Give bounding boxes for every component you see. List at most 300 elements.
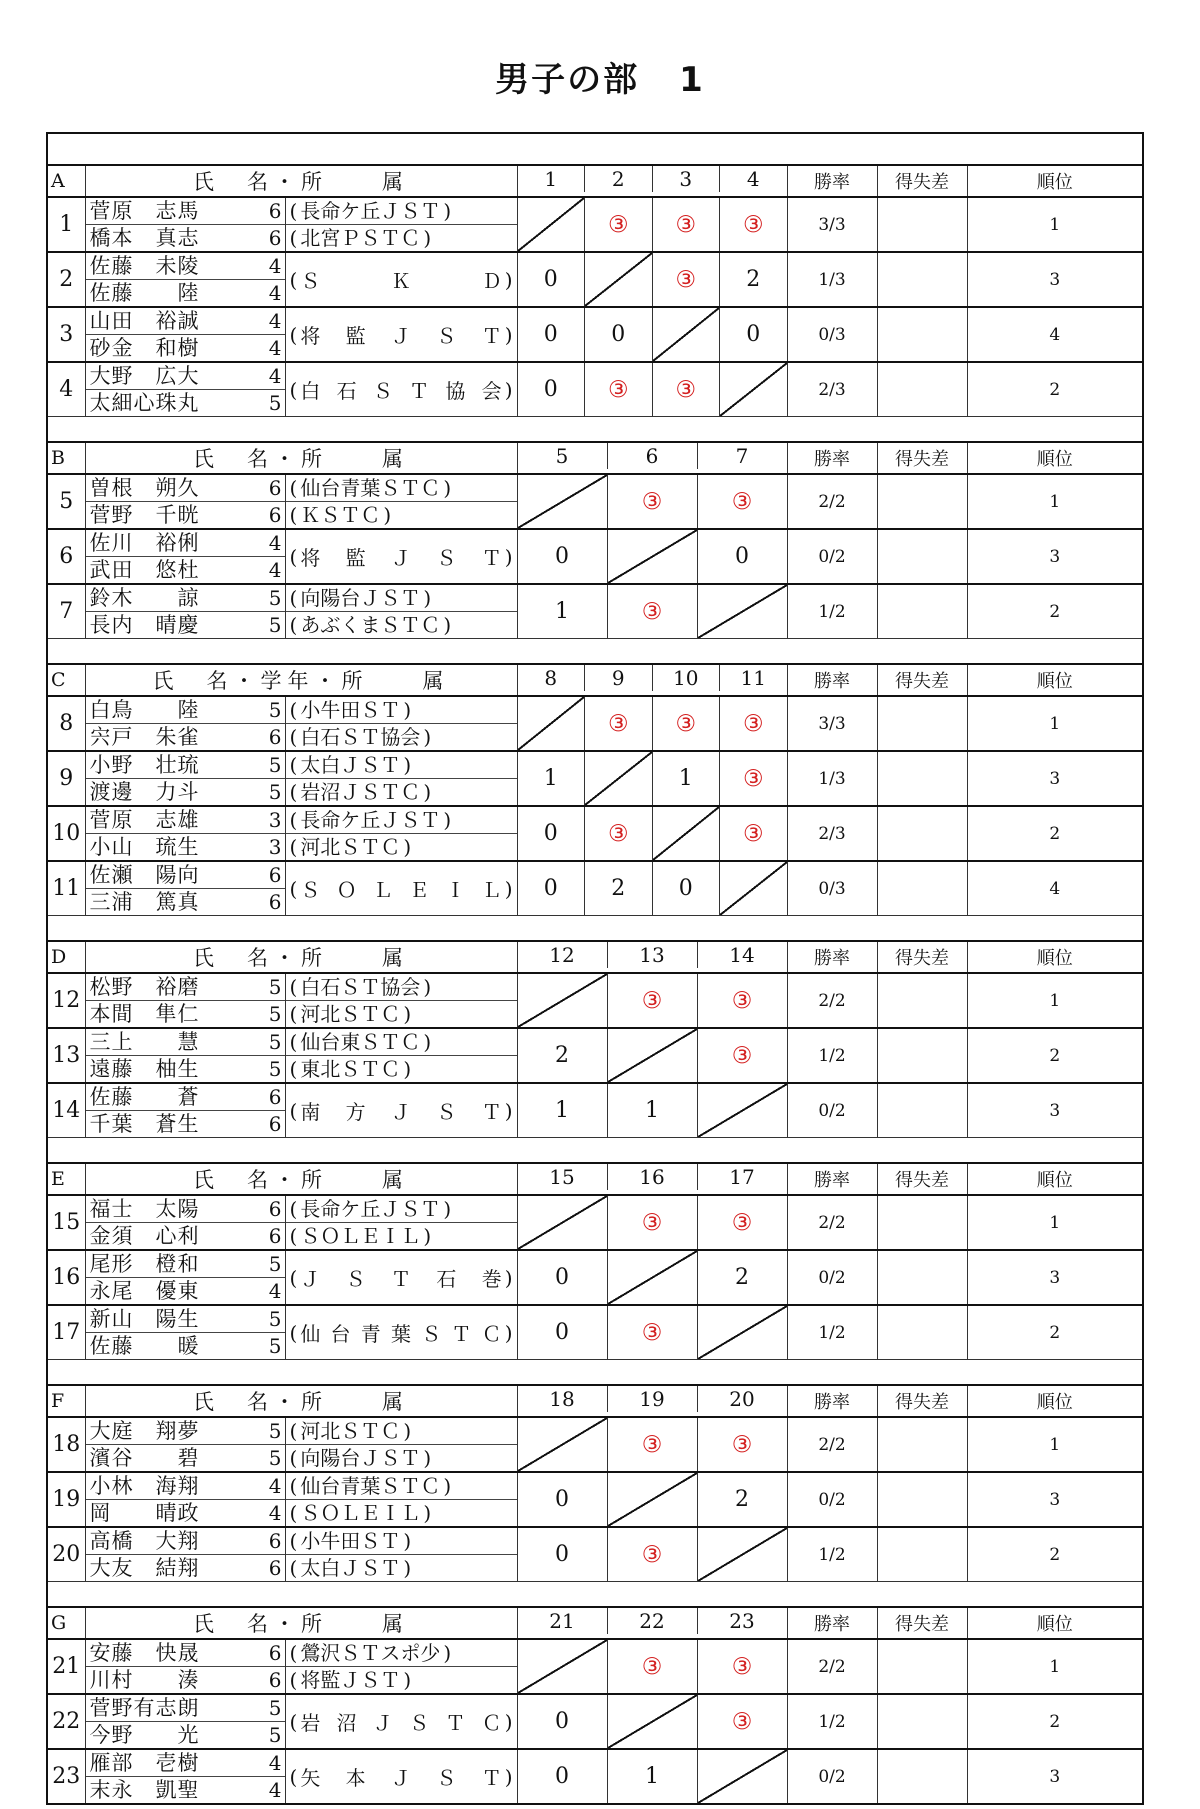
player-names [85,1083,285,1138]
affiliation-line-2 [286,224,517,251]
player-name: 白鳥 陸 [89,697,200,722]
player-2 [86,611,285,638]
player-row [47,861,1143,916]
affiliation-char: Ｓ [380,476,401,500]
win-mark: ③ [641,1541,663,1568]
affiliation-char: 台 [320,1030,341,1054]
affiliation-char: Ｓ [360,1529,381,1553]
affiliation-text [297,265,504,294]
affiliation-char: Ｔ [360,1641,381,1665]
paren-close: ) [504,1764,513,1789]
paren-close: ) [423,975,432,999]
win-mark: ③ [742,820,764,847]
affiliation-char: 河 [300,1419,321,1443]
score: 0 [543,267,558,292]
affiliation-char: 白 [300,725,321,749]
self-match-cell [518,1640,607,1693]
affiliation-char: Ｄ [481,269,502,293]
rank: 1 [967,1417,1143,1472]
player-names [85,307,285,362]
affiliation-2 [286,1001,416,1027]
score: 0 [555,1487,569,1512]
player-grade: 6 [268,503,283,527]
affiliation-char: 将 [300,546,321,570]
player-row [47,529,1143,584]
affiliation-text [297,505,383,525]
name-pair [86,198,285,251]
results-strip [518,1306,787,1359]
results-strip [518,1251,787,1304]
affiliation-text [297,1059,403,1079]
player-name: 今野 光 [89,1722,200,1747]
match-number: 13 [607,942,697,968]
affiliation-char: Ｔ [451,1322,472,1346]
player-name: 佐藤 暖 [89,1333,200,1358]
win-rate-header: 勝率 [787,1607,877,1639]
result-cell [697,1695,787,1748]
match-number: 23 [697,1608,787,1634]
player-names [85,1527,285,1582]
result-cell [518,530,607,583]
match-number: 1 [544,167,558,191]
win-mark: ③ [641,987,663,1014]
player-grade: 5 [268,1057,283,1081]
result-cell [607,1640,697,1693]
player-name: 渡邊 力斗 [89,779,200,804]
match-results [517,1195,787,1250]
player-row [47,584,1143,639]
player-name: 遠藤 柚生 [89,1056,200,1081]
player-1 [86,1251,285,1277]
match-results [517,1639,787,1694]
separator-cell [47,417,1143,443]
rank: 2 [967,362,1143,417]
entry-number: 13 [47,1028,85,1083]
player-grade: 5 [268,1002,283,1026]
win-rate: 0/2 [787,1250,877,1305]
affiliation-text [297,228,423,248]
player-row [47,362,1143,417]
name-pair [86,1750,285,1803]
affiliation [285,362,517,417]
player-row [47,197,1143,252]
results-strip [518,530,787,583]
affiliation-char: 青 [340,476,361,500]
affiliation-text [297,1558,403,1578]
win-mark: ③ [607,710,629,737]
affiliation-char: 葉 [390,1322,411,1346]
affiliation-char: Ｔ [400,1474,421,1498]
paren-open: ( [289,1197,298,1221]
affiliation-pair [286,1528,517,1581]
separator-cell [47,1360,1143,1386]
win-mark: ③ [675,211,697,238]
player-names [85,1694,285,1749]
match-number: 8 [544,666,558,690]
match-number: 15 [549,1165,575,1189]
paren-open: ( [289,835,298,859]
group-label: F [47,1385,85,1417]
player-names [85,1028,285,1083]
affiliation-char: Ｃ [481,1322,502,1346]
result-cell [584,862,652,915]
affiliation-char: 牛 [320,698,341,722]
entry-number: 11 [47,861,85,916]
affiliation-char: Ｔ [360,975,381,999]
results-strip [518,752,787,805]
player-grade: 6 [268,1641,283,1665]
self-match-cell [652,308,720,361]
affiliation-char: 仙 [300,1474,321,1498]
affiliation-1 [286,752,416,778]
match-results [517,751,787,806]
player-grade: 3 [268,835,283,859]
rank: 1 [967,1639,1143,1694]
win-rate: 0/3 [787,861,877,916]
affiliation-char: Ｊ [391,1100,411,1124]
result-cell [518,752,585,805]
win-rate: 0/2 [787,1083,877,1138]
affiliation-char: Ｔ [420,808,441,832]
match-number: 3 [652,166,720,192]
paren-open: ( [289,476,298,500]
player-name: 鈴木 諒 [89,585,200,610]
group-label: B [47,442,85,474]
player-grade: 6 [268,199,283,223]
affiliation-pair [286,475,517,528]
self-match-cell [518,974,607,1027]
player-name: 安藤 快晟 [89,1640,200,1665]
affiliation-char: Ｓ [300,1501,321,1525]
paren-open: ( [289,503,298,527]
name-pair [86,1251,285,1304]
match-results [517,973,787,1028]
player-name: 松野 裕磨 [89,974,200,999]
match-number: 4 [719,166,787,192]
affiliation-char: Ｅ [360,1501,381,1525]
player-name: 永尾 優東 [89,1278,200,1303]
affiliation [285,1250,517,1305]
player-1 [86,1528,285,1554]
match-results [517,1305,787,1360]
player-name: 高橋 大翔 [89,1528,200,1553]
paren-open: ( [289,1057,298,1081]
paren-open: ( [289,780,298,804]
affiliation-char: Ｋ [300,503,321,527]
results-strip [518,363,787,416]
entry-number: 12 [47,973,85,1028]
affiliation-char: Ｊ [391,324,411,348]
affiliation-char: Ｔ [380,753,401,777]
player-2 [86,389,285,416]
affiliation-char: Ｔ [380,226,401,250]
affiliation-char: 葉 [360,1474,381,1498]
win-mark: ③ [731,1042,753,1069]
player-row [47,1639,1143,1694]
affiliation-single [286,1306,517,1359]
paren-close: ) [383,503,392,527]
affiliation-2 [286,1445,436,1471]
affiliation-char: Ｔ [481,1100,502,1124]
paren-open: ( [289,876,298,901]
point-diff [877,973,967,1028]
affiliation-char: 北 [320,1002,341,1026]
score: 0 [735,544,749,569]
match-results [517,307,787,362]
match-number: 9 [584,665,652,691]
rank: 3 [967,1083,1143,1138]
result-cell [719,697,787,750]
name-pair [86,1473,285,1526]
group-separator [47,417,1143,443]
result-cell [697,475,787,528]
match-results [517,1749,787,1804]
paren-close: ) [504,876,513,901]
affiliation-char: Ｓ [380,1446,401,1470]
affiliation-char: Ｌ [340,1224,361,1248]
player-grade: 5 [268,1419,283,1443]
affiliation-char: 矢 [300,1766,321,1790]
self-match-cell [719,363,787,416]
score: 0 [543,821,558,846]
win-mark: ③ [731,1653,753,1680]
score: 2 [735,1265,749,1290]
affiliation-line-1 [286,1196,517,1222]
rank: 2 [967,806,1143,861]
affiliation-char: Ｃ [481,1711,502,1735]
affiliation-char: Ｓ [436,1766,457,1790]
affiliation-2 [286,834,416,860]
point-diff-header: 得失差 [877,442,967,474]
player-grade: 5 [268,586,283,610]
affiliation-char: Ｓ [372,379,393,403]
win-mark: ③ [641,1209,663,1236]
match-number: 19 [607,1386,697,1412]
player-row [47,1527,1143,1582]
result-cell [719,807,787,860]
affiliation-text [297,755,403,775]
affiliation-char: Ｓ [380,586,401,610]
name-header: 氏 名・学年・所 属 [85,664,517,696]
match-results [517,529,787,584]
affiliation-char: Ｊ [340,780,361,804]
win-rate: 2/3 [787,806,877,861]
win-rate: 2/3 [787,362,877,417]
player-name: 小林 海翔 [89,1473,200,1498]
score: 2 [746,267,761,292]
win-rate: 1/2 [787,1527,877,1582]
affiliation-line-2 [286,1222,517,1249]
player-grade: 4 [268,531,283,555]
affiliation-char: 青 [360,1322,381,1346]
affiliation-char: Ｓ [340,1002,361,1026]
paren-open: ( [289,544,298,569]
win-mark: ③ [641,1319,663,1346]
paren-close: ) [504,1265,513,1290]
affiliation-char: 北 [320,1419,341,1443]
win-rate-header: 勝率 [787,165,877,197]
result-cell [719,198,787,251]
affiliation-char: 長 [300,808,321,832]
group-label: A [47,165,85,197]
affiliation-char: Ｏ [320,1501,341,1525]
affiliation-char: Ｃ [420,476,441,500]
player-name: 千葉 蒼生 [89,1111,200,1136]
paren-open: ( [289,1709,298,1734]
match-number: 17 [697,1164,787,1190]
affiliation-1 [286,1473,456,1499]
affiliation-char: 河 [300,1002,321,1026]
result-cell [518,1251,607,1304]
self-match-cell [697,585,787,638]
group-separator [47,1138,1143,1164]
match-number: 11 [719,665,787,691]
paren-open: ( [289,1002,298,1026]
result-cell [607,585,697,638]
affiliation-char: Ｉ [445,878,466,902]
match-number-header [517,442,787,474]
affiliation-1 [286,1418,416,1444]
player-2 [86,1554,285,1581]
player-grade: 6 [268,1556,283,1580]
affiliation-line-2 [286,833,517,860]
results-strip [518,807,787,860]
player-grade: 6 [268,890,283,914]
affiliation-char: 台 [320,1474,341,1498]
paren-close: ) [504,267,513,292]
player-1 [86,1750,285,1776]
affiliation-char: 岩 [300,780,321,804]
win-rate: 2/2 [787,1417,877,1472]
score: 1 [645,1764,659,1789]
paren-close: ) [403,1556,412,1580]
page-title [0,52,1200,101]
result-cell [652,363,720,416]
match-results [517,1527,787,1582]
separator-cell [47,916,1143,942]
affiliation-char: Ｃ [380,1057,401,1081]
name-pair [86,363,285,416]
player-1 [86,752,285,778]
match-number-strip [518,942,787,972]
affiliation-char: Ｏ [336,878,357,902]
affiliation-char: 太 [300,753,321,777]
player-grade: 4 [268,364,283,388]
affiliation-char: Ｓ [360,1030,381,1054]
affiliation-line-1 [286,198,517,224]
player-name: 太細心珠丸 [89,390,200,415]
paren-open: ( [289,1764,298,1789]
entry-number: 5 [47,474,85,529]
affiliation-char: 将 [300,1668,321,1692]
affiliation-char: Ｔ [360,835,381,859]
match-results [517,1472,787,1527]
affiliation-char: Ｔ [400,586,421,610]
affiliation-1 [286,1640,456,1666]
player-grade: 4 [268,1474,283,1498]
affiliation-char: ケ [340,1197,361,1221]
paren-open: ( [289,1419,298,1443]
affiliation-line-2 [286,1499,517,1526]
affiliation-char: Ｊ [340,1668,361,1692]
score: 0 [555,544,569,569]
self-match-cell [697,1750,787,1803]
name-header: 氏 名・所 属 [85,442,517,474]
match-number: 21 [549,1609,575,1633]
self-match-cell [607,530,697,583]
win-rate-header: 勝率 [787,1385,877,1417]
affiliation [285,307,517,362]
match-results [517,362,787,417]
player-row [47,751,1143,806]
player-name: 佐瀬 陽向 [89,862,200,887]
name-pair [86,1029,285,1082]
win-rate: 1/3 [787,751,877,806]
score: 1 [555,599,569,624]
affiliation-text [297,375,504,404]
self-match-cell [607,1251,697,1304]
affiliation-char: Ｔ [445,1711,466,1735]
player-2 [86,778,285,805]
affiliation-char: 宮 [320,226,341,250]
affiliation-text [297,478,443,498]
point-diff [877,1749,967,1804]
player-names [85,1305,285,1360]
player-row [47,1195,1143,1250]
name-pair [86,1695,285,1748]
win-rate-header: 勝率 [787,442,877,474]
affiliation-char: Ｔ [380,780,401,804]
affiliation-char: Ｓ [400,199,421,223]
match-number-header [517,1607,787,1639]
score: 0 [611,322,626,347]
affiliation-char: Ｊ [391,546,411,570]
affiliation-char: Ｃ [380,835,401,859]
rank: 2 [967,1527,1143,1582]
player-grade: 5 [268,753,283,777]
paren-close: ) [423,1501,432,1525]
point-diff [877,696,967,751]
player-names [85,861,285,916]
affiliation-text [297,1096,504,1125]
group-header-row [47,1385,1143,1417]
affiliation-char: Ｊ [340,753,361,777]
affiliation-2 [286,225,436,251]
affiliation-char: 協 [380,975,401,999]
player-names [85,474,285,529]
paren-close: ) [403,1002,412,1026]
affiliation-char: 監 [320,1668,341,1692]
point-diff [877,197,967,252]
page-number: 1 [679,60,705,100]
player-grade: 4 [268,1778,283,1802]
affiliation-char: Ｓ [360,226,381,250]
rank: 2 [967,1305,1143,1360]
affiliation-1 [286,1029,436,1055]
self-match-cell [518,475,607,528]
affiliation-pair [286,1029,517,1082]
affiliation-char: Ｔ [380,1556,401,1580]
affiliation-char: Ｐ [340,226,361,250]
affiliation-char: Ｋ [391,269,411,293]
player-name: 本間 隼仁 [89,1001,200,1026]
affiliation-text [297,874,504,903]
affiliation-char: Ｓ [360,1556,381,1580]
paren-close: ) [423,725,432,749]
affiliation-char: 命 [320,199,341,223]
affiliation-text [297,1199,443,1219]
self-match-cell [607,1473,697,1526]
